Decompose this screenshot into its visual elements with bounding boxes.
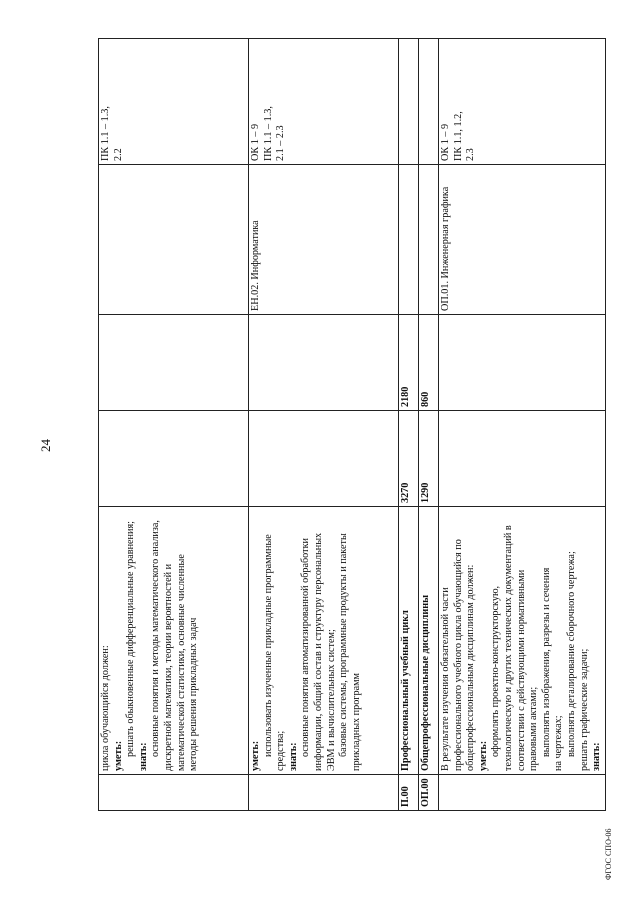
description-line: профессионального учебного цикла обучающийся по bbox=[452, 539, 464, 771]
description-line: выполнять деталирование сборочного чертежа; bbox=[565, 551, 577, 757]
description-line: Общепрофессиональные дисциплины bbox=[420, 594, 431, 771]
description-line: решать графические задачи; bbox=[578, 648, 590, 771]
description-line: решать обыкновенные дифференциальные уравнения; bbox=[125, 521, 137, 757]
description-line: дискретной математики, теории вероятностей и bbox=[162, 563, 174, 771]
table-row bbox=[439, 39, 606, 811]
discipline-cell bbox=[419, 165, 439, 315]
max-load-cell: 1290 bbox=[419, 411, 439, 507]
row-description-cell bbox=[249, 507, 399, 775]
description-line: уметь: bbox=[477, 740, 489, 771]
competencies-cell bbox=[419, 39, 439, 165]
description-line: Профессиональный учебный цикл bbox=[400, 610, 411, 771]
competency-line: ОК 1 – 9 bbox=[250, 123, 261, 161]
max-load-cell bbox=[439, 411, 606, 507]
curriculum-table bbox=[98, 38, 606, 811]
description-line: общепрофессиональным дисциплинам должен: bbox=[465, 564, 477, 771]
description-line: уметь: bbox=[112, 740, 124, 771]
description-line: технологическую и других технических документаций в bbox=[502, 525, 514, 771]
competency-line: ПК 1.1, 1.2, bbox=[452, 111, 464, 161]
mandatory-hours-cell: 2180 bbox=[399, 315, 419, 411]
description-line: выполнять изображения, разрезы и сечения bbox=[540, 567, 552, 757]
description-line: использовать изученные прикладные программные bbox=[262, 534, 274, 757]
row-index-cell: ОП.00 bbox=[419, 775, 439, 811]
mandatory-hours-cell bbox=[439, 315, 606, 411]
table-row bbox=[419, 39, 439, 811]
row-description-cell bbox=[99, 507, 249, 775]
description-line: на чертежах; bbox=[553, 715, 565, 771]
description-line: цикла обучающийся должен: bbox=[100, 645, 111, 771]
competency-line: ОК 1 – 9 bbox=[440, 123, 451, 161]
description-line: В результате изучения обязательной части bbox=[440, 587, 451, 771]
competency-line: 2.2 bbox=[112, 148, 124, 161]
description-line: средства; bbox=[275, 730, 287, 771]
row-index-cell bbox=[439, 775, 606, 811]
curriculum-table-rotated bbox=[98, 39, 603, 811]
table-row bbox=[99, 39, 249, 811]
mandatory-hours-cell: 860 bbox=[419, 315, 439, 411]
description-line: знать: bbox=[137, 742, 149, 771]
description-line: знать: bbox=[591, 742, 603, 771]
row-description-cell bbox=[399, 507, 419, 775]
row-description-cell bbox=[439, 507, 606, 775]
row-index-cell bbox=[99, 775, 249, 811]
description-line: знать: bbox=[287, 742, 299, 771]
description-line: методы решения прикладных задач bbox=[188, 617, 200, 771]
page-number: 24 bbox=[38, 439, 53, 452]
row-index-cell bbox=[249, 775, 399, 811]
competency-line: 2.1 – 2.3 bbox=[275, 125, 287, 161]
row-index-cell: П.00 bbox=[399, 775, 419, 811]
competencies-cell bbox=[99, 39, 249, 165]
description-line: базовые системы, программные продукты и пакеты bbox=[338, 533, 350, 757]
competencies-cell bbox=[439, 39, 606, 165]
table-row bbox=[399, 39, 419, 811]
description-line: оформлять проектно-конструкторскую, bbox=[490, 585, 502, 757]
description-line: основные понятия автоматизированной обработки bbox=[300, 538, 312, 757]
mandatory-hours-cell bbox=[249, 315, 399, 411]
max-load-cell bbox=[249, 411, 399, 507]
competencies-cell bbox=[249, 39, 399, 165]
mandatory-hours-cell bbox=[99, 315, 249, 411]
discipline-cell bbox=[399, 165, 419, 315]
description-line: прикладных программ bbox=[350, 673, 362, 771]
competency-line: ПК 1.1 – 1.3, bbox=[262, 106, 274, 161]
description-line: ЭВМ и вычислительных систем; bbox=[325, 629, 337, 771]
description-line: правовыми актами; bbox=[528, 686, 540, 771]
row-description-cell bbox=[419, 507, 439, 775]
description-line: основные понятия и методы математического анализа, bbox=[150, 520, 162, 757]
competencies-cell bbox=[399, 39, 419, 165]
max-load-cell bbox=[99, 411, 249, 507]
discipline-cell: ОП.01. Инженерная графика bbox=[439, 165, 606, 315]
competency-line: 2.3 bbox=[465, 148, 477, 161]
description-line: уметь: bbox=[250, 740, 261, 771]
footer-code: ФГОС СПО-06 bbox=[604, 828, 613, 880]
description-line: соответствии с действующими нормативными bbox=[515, 569, 527, 771]
description-line: математической статистики, основные численные bbox=[175, 554, 187, 771]
max-load-cell: 3270 bbox=[399, 411, 419, 507]
description-line: информации, общий состав и структуру персональных bbox=[312, 532, 324, 771]
competency-line: ПК 1.1 – 1.3, bbox=[100, 106, 111, 161]
table-row bbox=[249, 39, 399, 811]
discipline-cell: ЕН.02. Информатика bbox=[249, 165, 399, 315]
discipline-cell bbox=[99, 165, 249, 315]
